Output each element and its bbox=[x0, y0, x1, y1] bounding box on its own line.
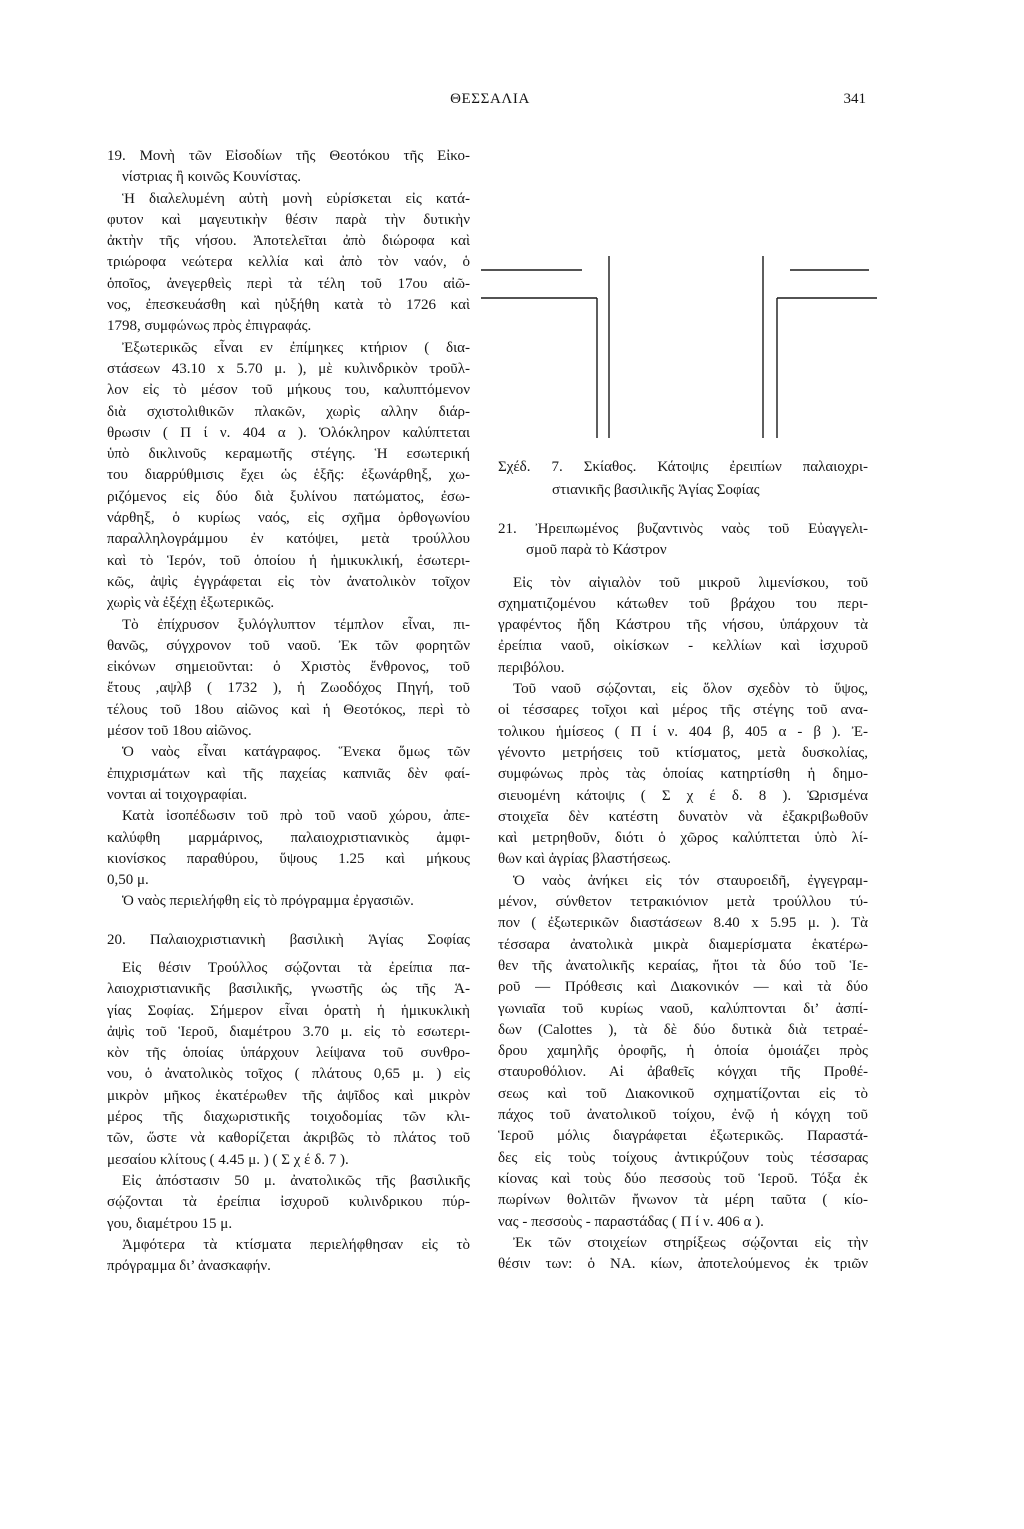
text-line: Ἐκ τῶν στοιχείων στηρίξεως σῴζονται εἰς τὴν bbox=[513, 1234, 868, 1251]
entry-heading bbox=[107, 930, 470, 951]
text-line: νος, ἐπεσκευάσθη καὶ ηὐξήθη κατὰ τὸ 1726 καὶ bbox=[107, 297, 470, 314]
text-line: Ὁ ναὸς ἀνήκει εἰς τόν σταυροειδῆ, ἐγγεγραμ- bbox=[513, 872, 868, 889]
text-line: μέσον τοῦ 18ου αἰῶνος. bbox=[107, 723, 252, 740]
text-line: εἰκόνων σημειοῦνται: ὁ Χριστὸς ἔνθρονος, τοῦ bbox=[107, 659, 470, 676]
text-line: του διαρρύθμισις ἔχει ὡς ἑξῆς: ἐξωνάρθηξ, χω- bbox=[107, 467, 470, 484]
catalog-entry bbox=[107, 930, 470, 1278]
text-line: στοιχεῖα δὲν κατέστη δυνατὸν νὰ ἐξακριβωθοῦν bbox=[498, 808, 868, 825]
paragraph bbox=[107, 891, 470, 912]
text-line: νάρθηξ, ὁ κυρίως ναός, εἰς σχῆμα ὀρθογωνίου bbox=[107, 510, 470, 527]
ground-plan-drawing bbox=[478, 250, 880, 442]
text-line: θων καὶ ἀγρίας βλαστήσεως. bbox=[498, 851, 671, 868]
text-line: Ἱεροῦ μόλις διαγράφεται ἐξωτερικῶς. Παραστά- bbox=[498, 1128, 868, 1145]
text-line: τέσσαρα ἀνατολικὰ μικρὰ διαμερίσματα ἑκατέρω- bbox=[498, 936, 868, 953]
text-line: θέσιν των: ὁ ΝΑ. κίων, ἀποτελούμενος ἐκ τριῶν bbox=[498, 1256, 868, 1273]
text-line: νονται αἱ τοιχογραφίαι. bbox=[107, 786, 248, 803]
figure-caption-line: στιανικῆς βασιλικῆς Ἁγίας Σοφίας bbox=[552, 482, 760, 498]
text-line: μεσαίου κλίτους ( 4.45 μ. ) ( Σ χ έ δ. 7 ). bbox=[107, 1151, 349, 1168]
text-line: κῶς, ἀψὶς ἐγγράφεται εἰς τὸν ἀνατολικὸν τοῖχον bbox=[107, 573, 470, 590]
paragraph bbox=[107, 1171, 470, 1235]
text-line: σταυροθόλιον. Αἱ ἀβαθεῖς κόγχαι τῆς Προθέ- bbox=[498, 1064, 868, 1081]
text-line: τέλους τοῦ 18ου αἰῶνος καὶ ἡ Θεοτόκος, περὶ τὸ bbox=[107, 701, 470, 718]
text-line: διὰ σχιστολιθικῶν πλακῶν, χωρὶς αλλην διάρ- bbox=[107, 403, 470, 420]
text-line: χωρὶς νὰ ἐξέχῃ ἐξωτερικῶς. bbox=[107, 595, 275, 612]
text-line: Ὁ ναὸς περιελήφθη εἰς τὸ πρόγραμμα ἐργασιῶν. bbox=[122, 893, 414, 910]
paragraph bbox=[498, 679, 868, 871]
entry-heading-line: 20. Παλαιοχριστιανικὴ βασιλικὴ Ἁγίας Σοφίας bbox=[107, 931, 470, 948]
text-line: καὶ μετρηθοῦν, διότι ὁ χῶρος καλύπτεται ὑπὸ λί- bbox=[498, 830, 868, 847]
text-line: πον ( ἐξωτερικῶν διαστάσεων 8.40 x 5.95 μ. ). Τὰ bbox=[498, 915, 868, 932]
text-line: μένον, σύνθετον τετρακιόνιον μετὰ τρούλλου τύ- bbox=[498, 894, 868, 911]
text-line: περιβόλου. bbox=[498, 659, 565, 676]
text-line: σχηματιζομένου κάτωθεν τοῦ βράχου του περι- bbox=[498, 595, 868, 612]
figure-caption bbox=[498, 456, 868, 502]
text-line: πρόγραμμα δι’ ἀνασκαφήν. bbox=[107, 1258, 271, 1275]
text-line: σῴζονται τὰ ἐρείπια ἰσχυροῦ κυλινδρικου πύρ- bbox=[107, 1194, 470, 1211]
text-line: νου, ὁ ἀνατολικὸς τοῖχος ( πλάτους 0,65 μ. ) εἰς bbox=[107, 1066, 470, 1083]
text-line: μικρὸν μῆκος ἑκατέρωθεν τῆς ἁψῖδος καὶ μικρὸν bbox=[107, 1087, 470, 1104]
text-line: θεν τῆς ἀνατολικῆς κεραίας, ἤτοι τὰ δύο τοῦ Ἱε- bbox=[498, 957, 868, 974]
text-line: ὑπὸ δικλινοῦς κεραμωτῆς στέγης. Ἡ εσωτερική bbox=[107, 446, 470, 463]
text-line: σιευομένη κάτοψις ( Σ χ έ δ. 8 ). Ὡρισμένα bbox=[498, 787, 868, 804]
paragraph bbox=[107, 615, 470, 743]
text-line: Κατὰ ἰσοπέδωσιν τοῦ πρὸ τοῦ ναοῦ χώρου, ἀπε- bbox=[122, 808, 470, 825]
entry-heading-line: σμοῦ παρὰ τὸ Κάστρον bbox=[526, 542, 667, 559]
left-text-column bbox=[107, 146, 470, 1277]
paragraph bbox=[107, 338, 470, 615]
text-line: οἱ τέσσαρες τοῖχοι καὶ μέρος τῆς στέγης τοῦ ανα- bbox=[498, 702, 868, 719]
catalog-entry bbox=[498, 519, 868, 1275]
entry-heading-line: νίστριας ἢ κοινῶς Κουνίστας. bbox=[122, 169, 301, 186]
text-line: σεως καὶ τοῦ Διακονικοῦ σχηματίζονται εἰς τὸ bbox=[498, 1085, 868, 1102]
text-line: ἀψὶς τοῦ Ἱεροῦ, διαμέτρου 3.70 μ. εἰς τὸ εσωτερι- bbox=[107, 1023, 470, 1040]
catalog-entry bbox=[107, 146, 470, 913]
text-line: τῶν, ὥστε νὰ καθορίζεται ἀκριβῶς τὸ πλάτος τοῦ bbox=[107, 1130, 470, 1147]
text-line: φυτον καὶ μαγευτικὴν θέσιν παρὰ τὴν δυτικὴν bbox=[107, 211, 470, 228]
text-line: ἀκτὴν τῆς νήσου. Ἀποτελεῖται ἀπὸ διώροφα καὶ bbox=[107, 233, 470, 250]
text-line: συμφώνως πρὸς τὰς ὁποίας κατηρτίσθη ἡ δημο- bbox=[498, 766, 868, 783]
entry-heading bbox=[107, 146, 470, 189]
text-line: 1798, συμφώνως πρὸς ἐπιγραφάς. bbox=[107, 318, 312, 335]
text-line: κιονίσκος παραθύρου, ὕψους 1.25 καὶ μήκους bbox=[107, 850, 470, 867]
text-line: Τὸ ἐπίχρυσον ξυλόγλυπτον τέμπλον εἶναι, πι- bbox=[122, 616, 470, 633]
running-title: ΘΕΣΣΑΛΙΑ bbox=[450, 91, 530, 107]
paragraph bbox=[107, 189, 470, 338]
paragraph bbox=[498, 1233, 868, 1276]
entry-heading bbox=[498, 519, 868, 562]
text-line: γραφέντος ἤδη Κάστρου τῆς νήσου, ὑπάρχουν τὰ bbox=[498, 617, 868, 634]
text-line: θανῶς, σύγχρονον τοῦ ναοῦ. Ἐκ τῶν φορητῶν bbox=[107, 637, 470, 654]
text-line: πάχος τοῦ ἀνατολικοῦ τοίχου, ἐνῷ ἡ κόγχη τοῦ bbox=[498, 1107, 868, 1124]
right-text-column bbox=[498, 456, 868, 1275]
text-line: καὶ τὸ Ἱερόν, τοῦ ὁποίου ἡ ἡμικυκλική, ἐσωτερι- bbox=[107, 552, 470, 569]
text-line: ριζόμενος εἰς δύο διὰ ξυλίνου πατώματος, ἐσω- bbox=[107, 488, 470, 505]
text-line: ὁποῖος, ἀνεγερθεὶς περὶ τὰ τέλη τοῦ 17ου αἰῶ- bbox=[107, 275, 470, 292]
text-line: Ἀμφότερα τὰ κτίσματα περιελήφθησαν εἰς τὸ bbox=[122, 1236, 470, 1253]
paragraph bbox=[498, 871, 868, 1233]
text-line: καλύφθη μαρμάρινος, παλαιοχριστιανικὸς ἀμφι- bbox=[107, 829, 470, 846]
text-line: δων (Calottes ), τὰ δὲ δύο δυτικὰ διὰ τετραέ- bbox=[498, 1021, 868, 1038]
paragraph bbox=[107, 742, 470, 806]
text-line: γωνιαῖα τοῦ κυρίως ναοῦ, καλύπτονται δι’ ἀσπί- bbox=[498, 1000, 868, 1017]
text-line: Τοῦ ναοῦ σῴζονται, εἰς ὅλον σχεδὸν τὸ ὕψος, bbox=[513, 681, 868, 698]
text-line: 0,50 μ. bbox=[107, 872, 149, 889]
text-line: κίονας καὶ τοὺς δύο πεσσοὺς τοῦ Ἱεροῦ. Τόξα ἐκ bbox=[498, 1170, 868, 1187]
text-line: Εἰς ἀπόστασιν 50 μ. ἀνατολικῶς τῆς βασιλικῆς bbox=[122, 1172, 470, 1189]
text-line: Ἐξωτερικῶς εἶναι εν ἐπίμηκες κτήριον ( δια- bbox=[122, 339, 470, 356]
text-line: μέρος τῆς διαχωριστικῆς τοιχοδομίας τῶν κλι- bbox=[107, 1109, 470, 1126]
text-line: Εἰς θέσιν Τρούλλος σῴζονται τὰ ἐρείπια πα- bbox=[122, 959, 470, 976]
entry-heading-line: 19. Μονὴ τῶν Εἰσοδίων τῆς Θεοτόκου τῆς Εἰκο- bbox=[107, 148, 470, 164]
text-line: Ὁ ναὸς εἶναι κατάγραφος. Ἕνεκα ὅμως τῶν bbox=[122, 744, 470, 761]
paragraph bbox=[107, 958, 470, 1171]
text-line: στάσεων 43.10 x 5.70 μ. ), μὲ κυλινδρικὸν τροῦλ- bbox=[107, 360, 470, 377]
text-line: λον εἰς τὸ μέσον τοῦ μήκους του, καλυπτόμενον bbox=[107, 382, 470, 399]
text-line: γίας Σοφίας. Σήμερον εἶναι ὁρατὴ ἡ ἡμικυκλικὴ bbox=[107, 1002, 470, 1019]
text-line: θρωσιν ( Π ί ν. 404 α ). Ὁλόκληρον καλύπτεται bbox=[107, 424, 470, 441]
paragraph bbox=[107, 806, 470, 891]
text-line: νας - πεσσοὺς - παραστάδας ( Π ί ν. 406 α ). bbox=[498, 1213, 764, 1230]
text-line: ἔτους ,αψλβ ( 1732 ), ἡ Ζωοδόχος Πηγή, τοῦ bbox=[107, 680, 470, 697]
paragraph bbox=[107, 1235, 470, 1278]
text-line: Ἡ διαλελυμένη αὐτὴ μονὴ εὑρίσκεται εἰς κατά- bbox=[122, 190, 470, 207]
page-number: 341 bbox=[843, 91, 866, 107]
text-line: ἐρείπια ναοῦ, οἰκίσκων - κελλίων καὶ ἰσχυροῦ bbox=[498, 638, 868, 655]
text-line: ἐπιχρισμάτων καὶ τῆς παχείας καπνιᾶς δὲν φαί- bbox=[107, 765, 470, 782]
text-line: γου, διαμέτρου 15 μ. bbox=[107, 1215, 233, 1232]
figure-caption-line: Σχέδ. 7. Σκίαθος. Κάτοψις ἐρειπίων παλαιοχρι- bbox=[498, 459, 868, 475]
page-header bbox=[107, 89, 868, 111]
text-line: δες εἰς τοὺς τοίχους ἀντικρύζουν τοὺς τέσσαρας bbox=[498, 1149, 868, 1166]
text-line: Εἰς τὸν αἰγιαλὸν τοῦ μικροῦ λιμενίσκου, τοῦ bbox=[513, 574, 868, 591]
text-line: πωρίνων θολιτῶν ἤνωνον τὰ μέρη ταῦτα ( κίο- bbox=[498, 1192, 868, 1209]
text-line: δρου χαμηλῆς ὀροφῆς, ἡ ὁποία ὁμοιάζει πρὸς bbox=[498, 1043, 868, 1060]
text-line: γένοντο μετρήσεις τοῦ κτίσματος, μετὰ δυσκολίας, bbox=[498, 744, 868, 761]
text-line: τριώροφα νεώτερα κελλία καὶ ἀπὸ τὸν ναόν, ὁ bbox=[107, 254, 470, 271]
entry-heading-line: 21. Ἠρειπωμένος βυζαντινὸς ναὸς τοῦ Εὐαγγελι- bbox=[498, 521, 868, 537]
text-line: λαιοχριστιανικῆς βασιλικῆς, γνωστῆς ὡς τῆς Ἁ- bbox=[107, 981, 470, 998]
text-line: τολικου ἡμίσεος ( Π ί ν. 404 β, 405 α - β ). Ἐ- bbox=[498, 723, 868, 740]
text-line: κὸν τῆς ὁποίας ὑπάρχουν λείψανα τοῦ συνθρο- bbox=[107, 1045, 470, 1062]
paragraph bbox=[498, 573, 868, 679]
text-line: παραλληλογράμμου ἐν κατόψει, μετὰ τρούλλου bbox=[107, 531, 470, 548]
text-line: ροῦ — Πρόθεσις καὶ Διακονικόν — καὶ τὰ δύο bbox=[498, 979, 868, 996]
